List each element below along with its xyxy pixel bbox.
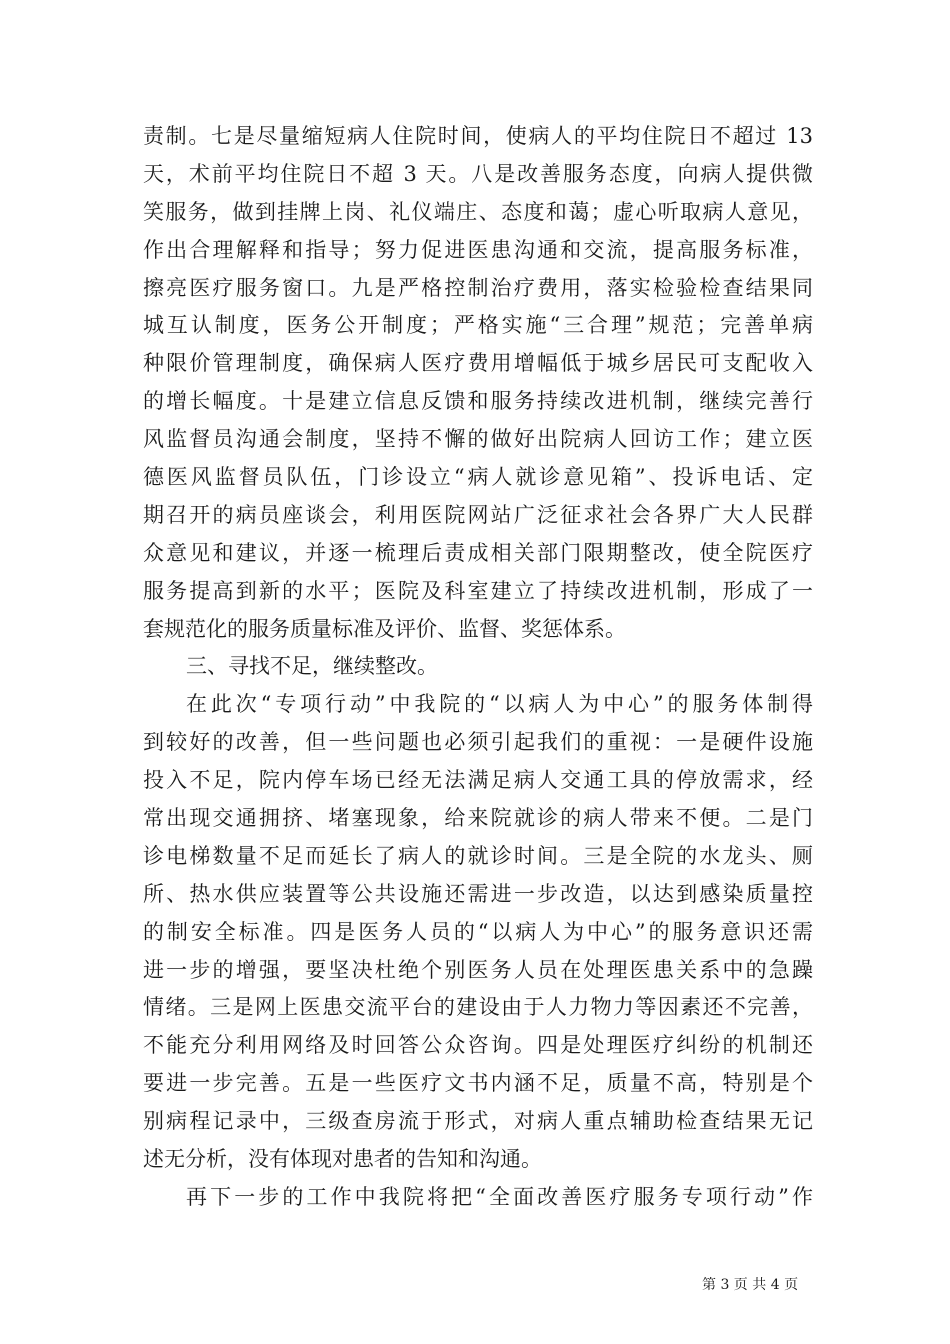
text-line: 别病程记录中，三级查房流于形式，对病人重点辅助检查结果无记 <box>143 1109 813 1134</box>
text-line: 德医风监督员队伍，门诊设立“病人就诊意见箱”、投诉电话、定 <box>143 465 813 490</box>
text-line: 要进一步完善。五是一些医疗文书内涵不足，质量不高，特别是个 <box>143 1071 813 1096</box>
text-line: 天，术前平均住院日不超 3 天。八是改善服务态度，向病人提供微 <box>143 161 813 186</box>
text-line: 的增长幅度。十是建立信息反馈和服务持续改进机制，继续完善行 <box>143 389 813 414</box>
text-line: 所、热水供应装置等公共设施还需进一步改造，以达到感染质量控 <box>143 881 813 906</box>
page-number: 第 3 页 共 4 页 <box>702 1277 799 1293</box>
text-line: 众意见和建议，并逐一梳理后责成相关部门限期整改，使全院医疗 <box>143 540 813 565</box>
section-heading: 三、寻找不足，继续整改。 <box>186 654 438 679</box>
text-line: 笑服务，做到挂牌上岗、礼仪端庄、态度和蔼；虚心听取病人意见， <box>143 199 813 224</box>
text-line: 投入不足，院内停车场已经无法满足病人交通工具的停放需求，经 <box>143 768 813 793</box>
text-line: 作出合理解释和指导；努力促进医患沟通和交流，提高服务标准， <box>143 237 813 262</box>
text-line: 的制安全标准。四是医务人员的“以病人为中心”的服务意识还需 <box>143 919 813 944</box>
text-line: 诊电梯数量不足而延长了病人的就诊时间。三是全院的水龙头、厕 <box>143 843 813 868</box>
text-line: 种限价管理制度，确保病人医疗费用增幅低于城乡居民可支配收入 <box>143 351 813 376</box>
text-line: 述无分析，没有体现对患者的告知和沟通。 <box>143 1147 542 1172</box>
text-line: 风监督员沟通会制度，坚持不懈的做好出院病人回访工作；建立医 <box>143 427 813 452</box>
text-line: 城互认制度，医务公开制度；严格实施“三合理”规范；完善单病 <box>143 313 813 338</box>
text-line: 服务提高到新的水平；医院及科室建立了持续改进机制，形成了一 <box>143 578 813 603</box>
document-body <box>143 118 813 1217</box>
text-line: 不能充分利用网络及时回答公众咨询。四是处理医疗纠纷的机制还 <box>143 1033 813 1058</box>
text-line: 在此次“专项行动”中我院的“以病人为中心”的服务体制得 <box>186 692 813 717</box>
text-line: 常出现交通拥挤、堵塞现象，给来院就诊的病人带来不便。二是门 <box>143 806 813 831</box>
text-line: 责制。七是尽量缩短病人住院时间，使病人的平均住院日不超过 13 <box>143 124 813 148</box>
text-line: 到较好的改善，但一些问题也必须引起我们的重视：一是硬件设施 <box>143 730 813 755</box>
text-line: 再下一步的工作中我院将把“全面改善医疗服务专项行动”作 <box>186 1184 813 1209</box>
text-line: 期召开的病员座谈会，利用医院网站广泛征求社会各界广大人民群 <box>143 502 813 527</box>
text-line: 擦亮医疗服务窗口。九是严格控制治疗费用，落实检验检查结果同 <box>143 275 813 300</box>
text-line: 情绪。三是网上医患交流平台的建设由于人力物力等因素还不完善， <box>143 995 813 1020</box>
text-line: 套规范化的服务质量标准及评价、监督、奖惩体系。 <box>143 616 626 641</box>
text-line: 进一步的增强，要坚决杜绝个别医务人员在处理医患关系中的急躁 <box>143 957 813 982</box>
